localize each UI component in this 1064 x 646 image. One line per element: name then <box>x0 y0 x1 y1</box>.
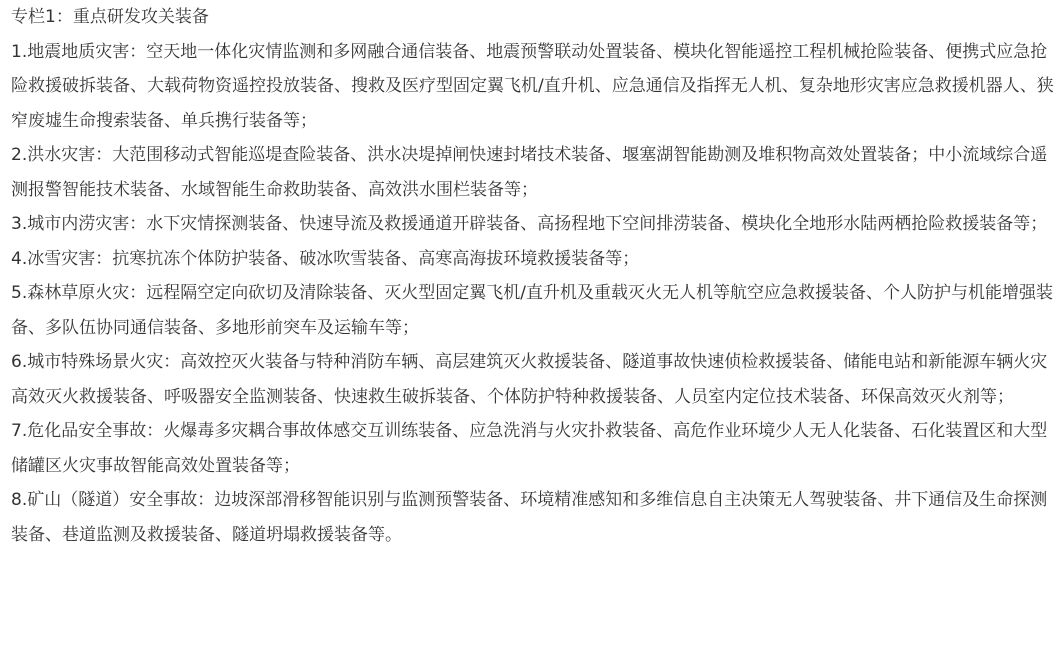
list-item-earthquake: 1.地震地质灾害：空天地一体化灾情监测和多网融合通信装备、地震预警联动处置装备、模块化智能遥控工程机械抢险装备、便携式应急抢险救援破拆装备、大载荷物资遥控投放装备、搜救及医疗型固定翼飞机/直升机、应急通信及指挥无人机、复杂地形灾害应急救援机器人、狭窄废墟生命搜索装备、单兵携行装备等； <box>11 41 1054 131</box>
list-item-flood: 2.洪水灾害：大范围移动式智能巡堤查险装备、洪水决堤掉闸快速封堵技术装备、堰塞湖智能勘测及堆积物高效处置装备；中小流域综合遥测报警智能技术装备、水域智能生命救助装备、高效洪水围栏装备等； <box>11 145 1048 200</box>
section-heading: 专栏1：重点研发攻关装备 <box>11 7 209 27</box>
document-body <box>11 0 1056 552</box>
list-item-forest-fire: 5.森林草原火灾：远程隔空定向砍切及清除装备、灭火型固定翼飞机/直升机及重载灭火无人机等航空应急救援装备、个人防护与机能增强装备、多队伍协同通信装备、多地形前突车及运输车等； <box>11 283 1053 338</box>
list-item-urban-fire: 6.城市特殊场景火灾：高效控灭火装备与特种消防车辆、高层建筑灭火救援装备、隧道事故快速侦检救援装备、储能电站和新能源车辆火灾高效灭火救援装备、呼吸器安全监测装备、快速救生破拆装备、个体防护特种救援装备、人员室内定位技术装备、环保高效灭火剂等； <box>11 352 1048 407</box>
list-item-ice-snow: 4.冰雪灾害：抗寒抗冻个体防护装备、破冰吹雪装备、高寒高海拔环境救援装备等； <box>11 248 640 269</box>
list-item-hazardous-chemicals: 7.危化品安全事故：火爆毒多灾耦合事故体感交互训练装备、应急洗消与火灾扑救装备、高危作业环境少人无人化装备、石化装置区和大型储罐区火灾事故智能高效处置装备等； <box>11 421 1048 476</box>
list-item-mine-tunnel: 8.矿山（隧道）安全事故：边坡深部滑移智能识别与监测预警装备、环境精准感知和多维信息自主决策无人驾驶装备、井下通信及生命探测装备、巷道监测及救援装备、隧道坍塌救援装备等。 <box>11 490 1048 545</box>
list-item-urban-waterlogging: 3.城市内涝灾害：水下灾情探测装备、快速导流及救援通道开辟装备、高扬程地下空间排涝装备、模块化全地形水陆两栖抢险救援装备等； <box>11 214 1048 234</box>
